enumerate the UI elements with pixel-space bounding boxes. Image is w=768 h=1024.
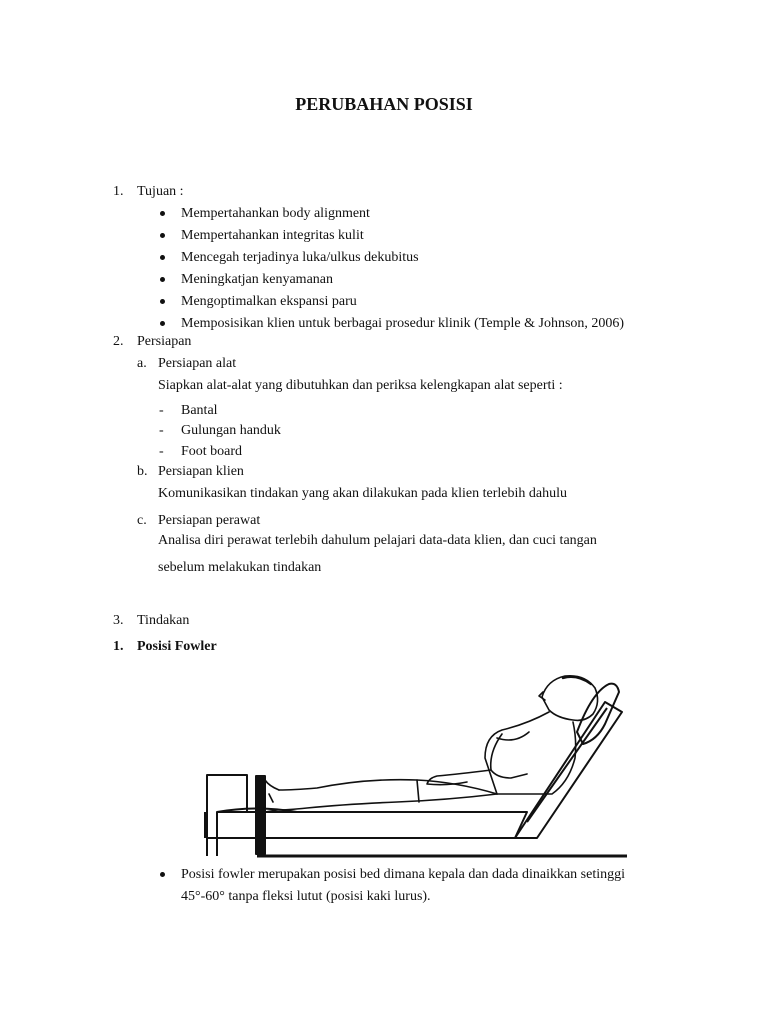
subsection-heading: Posisi Fowler — [137, 639, 217, 654]
list-item-text: Bantal — [181, 403, 218, 418]
section-heading: Tindakan — [137, 613, 190, 628]
subsection-heading: Persiapan klien — [158, 464, 244, 479]
paragraph: Siapkan alat-alat yang dibutuhkan dan periksa kelengkapan alat seperti : — [158, 378, 563, 393]
list-item-text: Mempertahankan body alignment — [181, 206, 370, 221]
bullet-icon — [160, 872, 165, 877]
list-item-text: 45°-60° tanpa fleksi lutut (posisi kaki lurus). — [181, 889, 431, 904]
paragraph: sebelum melakukan tindakan — [158, 560, 322, 575]
subsection-number: 1. — [113, 639, 124, 654]
list-item-text: Foot board — [181, 444, 243, 459]
section-number: 3. — [113, 613, 124, 628]
list-item-text: Meningkatjan kenyamanan — [181, 272, 334, 287]
list-item-text: Posisi fowler merupakan posisi bed dimana kepala dan dada dinaikkan setinggi — [181, 867, 626, 882]
section-number: 2. — [113, 334, 124, 349]
subsection-heading: Persiapan alat — [158, 356, 237, 371]
paragraph: Analisa diri perawat terlebih dahulum pelajari data-data klien, dan cuci tangan — [158, 533, 597, 548]
subsection-marker: a. — [137, 356, 147, 371]
page-title: PERUBAHAN POSISI — [295, 94, 473, 114]
list-item-text: Mempertahankan integritas kulit — [181, 228, 364, 243]
subsection-heading: Persiapan perawat — [158, 513, 261, 528]
list-item-text: Gulungan handuk — [181, 423, 281, 438]
bed-icon — [205, 684, 627, 856]
list-item-text: Mencegah terjadinya luka/ulkus dekubitus — [181, 250, 419, 265]
bullet-icon — [160, 255, 165, 260]
bullet-icon — [160, 299, 165, 304]
section-heading: Persiapan — [137, 334, 192, 349]
dash-marker: - — [159, 403, 164, 418]
subsection-marker: c. — [137, 513, 147, 528]
section-heading: Tujuan : — [137, 184, 184, 199]
list-item-text: Memposisikan klien untuk berbagai prosedur klinik (Temple & Johnson, 2006) — [181, 316, 625, 331]
list-item-text: Mengoptimalkan ekspansi paru — [181, 294, 357, 309]
subsection-marker: b. — [137, 464, 148, 479]
fowler-position-illustration — [197, 662, 627, 860]
dash-marker: - — [159, 444, 164, 459]
dash-marker: - — [159, 423, 164, 438]
bullet-icon — [160, 233, 165, 238]
bullet-icon — [160, 211, 165, 216]
bullet-icon — [160, 277, 165, 282]
section-number: 1. — [113, 184, 124, 199]
bullet-icon — [160, 321, 165, 326]
paragraph: Komunikasikan tindakan yang akan dilakukan pada klien terlebih dahulu — [158, 486, 567, 501]
